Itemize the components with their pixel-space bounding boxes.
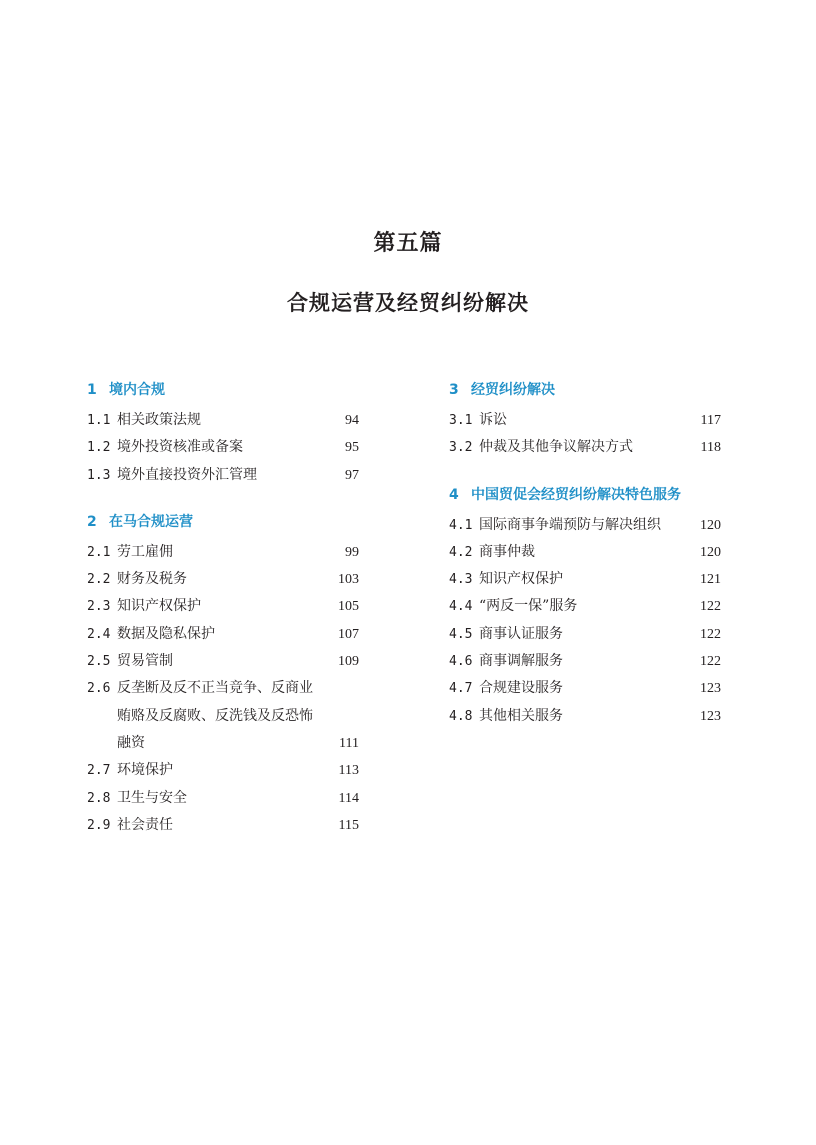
entry-number: 2.1	[87, 544, 111, 560]
toc-entry[interactable]	[87, 785, 359, 812]
entry-title	[87, 566, 359, 593]
toc-section	[449, 380, 721, 462]
entry-title-line: 知识产权保护	[117, 598, 201, 615]
section-heading[interactable]	[87, 380, 359, 400]
toc-entry[interactable]	[87, 566, 359, 593]
entry-page-number: 99	[345, 544, 359, 560]
toc-entry[interactable]	[87, 621, 359, 648]
entry-number: 4.3	[449, 572, 473, 588]
entry-number: 4.8	[449, 708, 473, 724]
toc-left-column	[87, 380, 359, 862]
entry-number: 2.2	[87, 572, 111, 588]
entry-title-line: 仲裁及其他争议解决方式	[479, 439, 633, 456]
toc-section	[87, 512, 359, 839]
entry-title	[449, 434, 721, 461]
entry-title	[87, 648, 359, 675]
entry-number: 4.7	[449, 681, 473, 697]
entry-title-line: 融资	[117, 734, 145, 751]
entry-number: 4.4	[449, 599, 473, 615]
entry-page-number: 122	[700, 599, 721, 615]
toc-entry[interactable]	[449, 593, 721, 620]
entry-title-line: “两反一保”服务	[479, 598, 578, 615]
entry-number: 2.4	[87, 626, 111, 642]
entry-title-line: 劳工雇佣	[117, 543, 173, 560]
section-heading[interactable]	[87, 512, 359, 532]
entry-page-number: 97	[345, 467, 359, 483]
entry-page-number: 117	[700, 413, 721, 428]
section-number: 3	[449, 382, 459, 398]
entry-number: 4.1	[449, 517, 473, 533]
entry-title-line: 诉讼	[479, 412, 507, 428]
toc-entry[interactable]	[87, 648, 359, 675]
entry-title-line: 其他相关服务	[479, 707, 563, 724]
toc-entry[interactable]	[87, 675, 359, 757]
entry-title-line: 贸易管制	[117, 653, 173, 670]
entry-title-line: 环境保护	[117, 762, 173, 779]
toc-section	[449, 485, 721, 730]
entry-title	[87, 621, 359, 648]
entry-page-number: 120	[700, 517, 721, 533]
entry-page-number: 120	[700, 544, 721, 560]
entry-title-line: 财务及税务	[117, 571, 187, 588]
entry-title	[87, 462, 359, 489]
entry-title	[449, 407, 721, 434]
entry-page-number: 123	[700, 708, 721, 724]
part-subtitle: 合规运营及经贸纠纷解决	[287, 290, 529, 315]
toc-entry[interactable]	[87, 434, 359, 461]
section-number: 2	[87, 513, 97, 530]
entry-title	[449, 566, 721, 593]
section-heading-text: 在马合规运营	[109, 513, 193, 530]
entry-title-line: 反垄断及反不正当竞争、反商业	[117, 680, 313, 697]
section-heading[interactable]	[449, 380, 721, 400]
entry-page-number: 122	[700, 626, 721, 642]
entry-page-number: 105	[338, 599, 359, 615]
entry-title	[87, 407, 359, 434]
entry-number: 2.7	[87, 763, 111, 779]
entry-number: 1.1	[87, 413, 111, 428]
entry-page-number: 114	[338, 790, 359, 806]
entry-title-line: 相关政策法规	[117, 412, 201, 428]
toc-entry[interactable]	[87, 462, 359, 489]
toc-right-column	[449, 380, 721, 753]
section-heading[interactable]	[449, 485, 721, 505]
entry-title-line: 贿赂及反腐败、反洗钱及反恐怖	[117, 707, 313, 724]
entry-title	[449, 512, 721, 539]
toc-entry[interactable]	[449, 621, 721, 648]
entry-number: 3.1	[449, 413, 473, 428]
entry-number: 2.8	[87, 790, 111, 806]
toc-entry[interactable]	[449, 703, 721, 730]
part-title: 第五篇	[373, 230, 443, 256]
entry-title-line: 数据及隐私保护	[117, 625, 215, 642]
entry-page-number: 94	[345, 413, 359, 428]
entry-number: 2.9	[87, 817, 111, 833]
entry-title-line: 知识产权保护	[479, 571, 563, 588]
section-heading-text: 经贸纠纷解决	[471, 382, 555, 398]
toc-entry[interactable]	[449, 675, 721, 702]
section-heading-text: 中国贸促会经贸纠纷解决特色服务	[471, 486, 681, 503]
toc-entry[interactable]	[87, 407, 359, 434]
toc-entry[interactable]	[449, 407, 721, 434]
entry-page-number: 107	[338, 626, 359, 642]
toc-entry[interactable]	[449, 566, 721, 593]
entry-page-number: 113	[338, 763, 359, 779]
entry-title-line: 国际商事争端预防与解决组织	[479, 516, 661, 533]
section-number: 1	[87, 382, 97, 398]
toc-entry[interactable]	[87, 812, 359, 839]
entry-title-line: 商事认证服务	[479, 625, 563, 642]
entry-page-number: 122	[700, 654, 721, 670]
entry-page-number: 115	[338, 817, 359, 833]
entry-title-line: 商事仲裁	[479, 543, 535, 560]
entry-number: 1.2	[87, 440, 111, 456]
entry-number: 2.3	[87, 599, 111, 615]
entry-title	[449, 539, 721, 566]
section-number: 4	[449, 486, 459, 503]
entry-number: 4.6	[449, 654, 473, 670]
entry-page-number: 109	[338, 654, 359, 670]
entry-title-line: 社会责任	[117, 816, 173, 833]
entry-title	[449, 675, 721, 702]
entry-title	[87, 812, 359, 839]
entry-page-number: 123	[700, 681, 721, 697]
entry-page-number: 111	[339, 735, 359, 751]
entry-title-line: 合规建设服务	[479, 680, 563, 697]
entry-page-number: 121	[700, 572, 721, 588]
entry-title	[87, 593, 359, 620]
entry-title-line: 境外投资核准或备案	[117, 439, 243, 456]
entry-page-number: 95	[345, 440, 359, 456]
toc-entry[interactable]	[87, 593, 359, 620]
toc-entry[interactable]	[449, 434, 721, 461]
toc-entry[interactable]	[449, 539, 721, 566]
entry-page-number: 118	[700, 440, 721, 456]
entry-number: 3.2	[449, 440, 473, 456]
entry-title-line: 卫生与安全	[117, 789, 187, 806]
entry-title	[449, 593, 721, 620]
section-heading-text: 境内合规	[109, 382, 165, 398]
toc-entry[interactable]	[87, 539, 359, 566]
entry-title-line: 商事调解服务	[479, 653, 563, 670]
toc-entry[interactable]	[449, 648, 721, 675]
entry-title	[449, 621, 721, 648]
entry-title-line: 境外直接投资外汇管理	[117, 466, 257, 483]
entry-title	[87, 539, 359, 566]
entry-number: 2.5	[87, 654, 111, 670]
entry-number: 4.2	[449, 544, 473, 560]
entry-title	[449, 648, 721, 675]
entry-number: 2.6	[87, 681, 111, 697]
entry-title	[449, 703, 721, 730]
entry-title	[87, 675, 359, 757]
entry-page-number: 103	[338, 572, 359, 588]
entry-title	[87, 757, 359, 784]
entry-number: 1.3	[87, 467, 111, 483]
toc-section	[87, 380, 359, 489]
toc-entry[interactable]	[87, 757, 359, 784]
toc-entry[interactable]	[449, 512, 721, 539]
entry-number: 4.5	[449, 626, 473, 642]
entry-title	[87, 785, 359, 812]
entry-title	[87, 434, 359, 461]
